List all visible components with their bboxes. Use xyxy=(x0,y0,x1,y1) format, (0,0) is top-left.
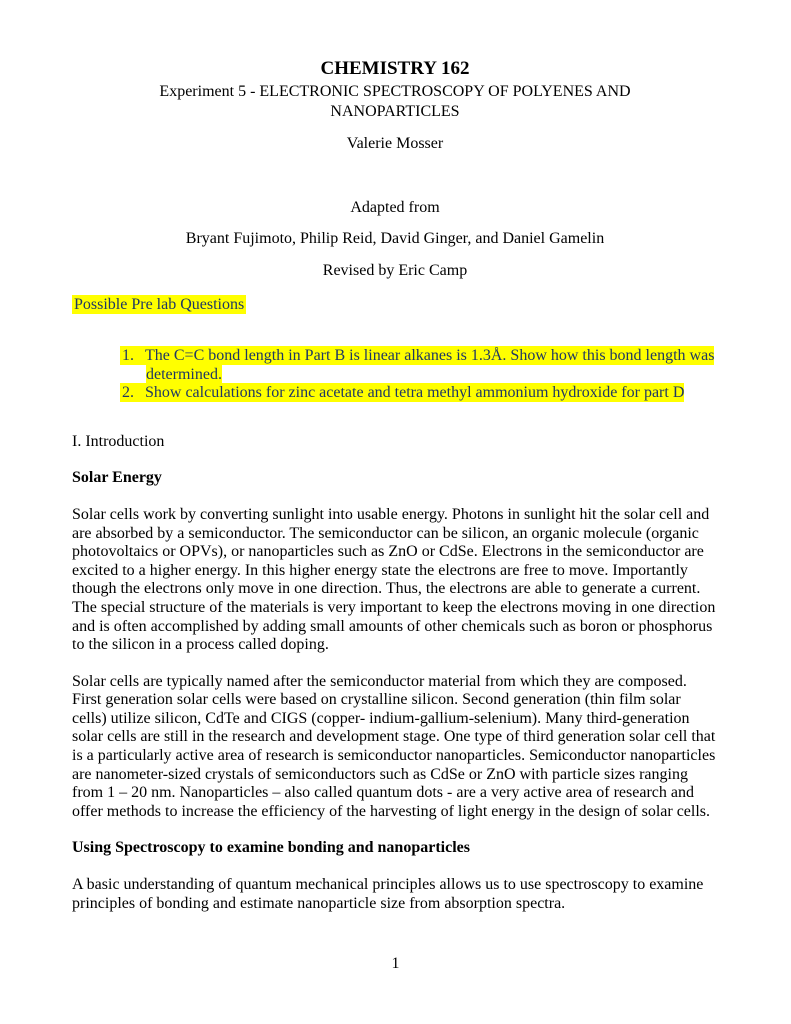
spectroscopy-heading: Using Spectroscopy to examine bonding and nanoparticles xyxy=(72,839,470,857)
prelab-question-2-text: Show calculations for zinc acetate and tetra methyl ammonium hydroxide for part D xyxy=(145,384,685,402)
prelab-question-1-highlight xyxy=(120,346,714,384)
revised-by: Revised by Eric Camp xyxy=(322,261,468,279)
adapted-from-names: Bryant Fujimoto, Philip Reid, David Ginger, and Daniel Gamelin xyxy=(185,230,605,248)
spectroscopy-paragraph-1: A basic understanding of quantum mechanical principles allows us to use spectroscopy to examine principles of bonding and estimate nanoparticle size from absorption spectra. xyxy=(72,876,704,912)
introduction-section-heading: I. Introduction xyxy=(72,432,165,450)
prelab-question-1 xyxy=(120,347,718,384)
prelab-question-2-highlight xyxy=(120,383,684,402)
adapted-from-label: Adapted from xyxy=(350,198,440,216)
course-title: CHEMISTRY 162 xyxy=(320,58,470,79)
prelab-heading-highlight: Possible Pre lab Questions xyxy=(74,296,245,314)
solar-energy-paragraph-1: Solar cells work by converting sunlight into usable energy. Photons in sunlight hit the solar cell and are absorbed by a semiconductor. The semiconductor can be silicon, an organic molecule (organic photovoltaics or OPVs), or nanoparticles such as ZnO or CdSe. Electrons in the semiconductor are excited to a higher energy. In this higher energy state the electrons are free to move. Importantly though the electrons only move in one direction. Thus, the electrons are able to generate a current. The special structure of the materials is very important to keep the electrons moving in one direction and is often accomplished by adding small amounts of other chemicals such as boron or phosphorus to the silicon in a process called doping. xyxy=(72,505,716,654)
prelab-question-2-number: 2. xyxy=(122,384,134,402)
author-name: Valerie Mosser xyxy=(346,135,444,152)
prelab-heading xyxy=(72,296,718,315)
solar-energy-paragraph-2: Solar cells are typically named after the semiconductor material from which they are composed. First generation solar cells were based on crystalline silicon. Second generation (thin film solar cells) utilize silicon, CdTe and CIGS (copper- indium-gallium-selenium). Many third-generation solar cells are still in the research and development stage. One type of third generation solar cell that is a particularly active area of research is semiconductor nanoparticles. Semiconductor nanoparticles are nanometer-sized crystals of semiconductors such as CdSe or ZnO with particle sizes ranging from 1 – 20 nm. Nanoparticles – also called quantum dots - are a very active area of research and offer methods to increase the efficiency of the harvesting of light energy in the design of solar cells. xyxy=(72,672,716,820)
experiment-title: Experiment 5 - ELECTRONIC SPECTROSCOPY OF POLYENES AND NANOPARTICLES xyxy=(159,83,631,120)
prelab-question-list xyxy=(72,347,718,403)
solar-energy-heading: Solar Energy xyxy=(72,469,162,487)
prelab-question-1-text: The C=C bond length in Part B is linear alkanes is 1.3Å. Show how this bond length was determined. xyxy=(145,346,715,383)
prelab-question-2 xyxy=(120,384,718,403)
prelab-question-1-number: 1. xyxy=(122,346,134,364)
page-number: 1 xyxy=(391,955,400,972)
